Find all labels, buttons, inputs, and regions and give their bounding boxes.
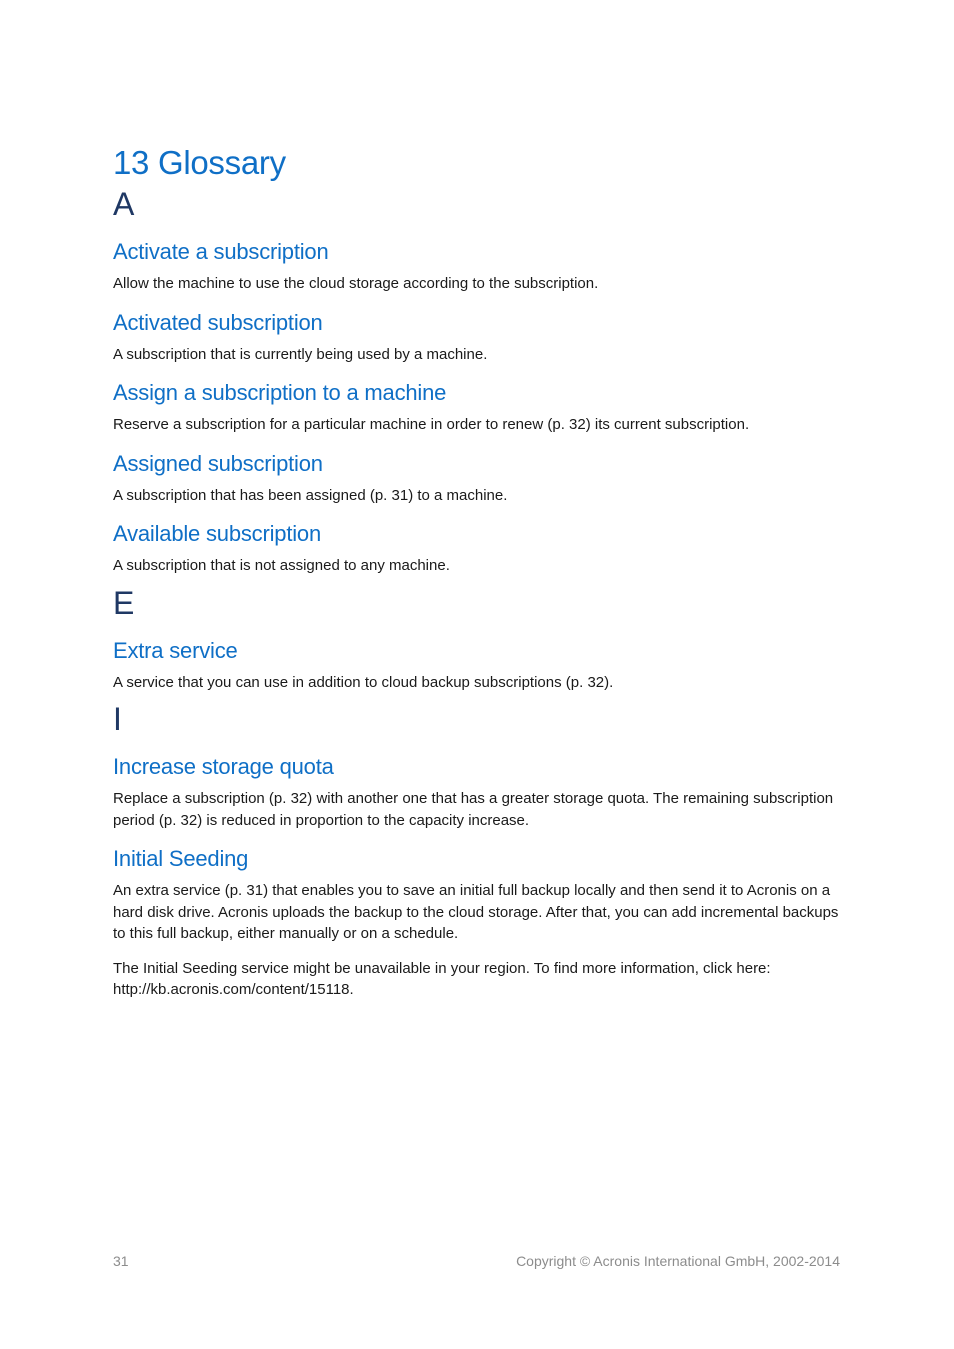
- glossary-section-i: [113, 699, 843, 1001]
- glossary-definition: A subscription that is currently being used by a machine.: [113, 345, 488, 363]
- glossary-entry: [113, 450, 843, 507]
- section-letter: E: [113, 584, 135, 621]
- glossary-term: Initial Seeding: [113, 846, 249, 871]
- section-letter: A: [113, 186, 135, 222]
- glossary-definition: A subscription that is not assigned to any machine.: [113, 557, 450, 574]
- glossary-definition: A subscription that has been assigned (p. 31) to a machine.: [113, 486, 508, 504]
- glossary-definition: An extra service (p. 31) that enables you to save an initial full backup locally and then send it to Acronis on a hard disk drive. Acronis uploads the backup to the cloud storage. After that, you can add incremental backups to this full backup, either manually or on a schedule.: [113, 882, 839, 942]
- glossary-term: Activate a subscription: [113, 239, 329, 264]
- glossary-entry: [113, 238, 843, 295]
- page-number: 31: [113, 1253, 129, 1269]
- section-letter: I: [113, 701, 122, 737]
- copyright-notice: Copyright © Acronis International GmbH, 2002-2014: [516, 1253, 840, 1269]
- glossary-term: Extra service: [113, 637, 238, 663]
- glossary-entry: [113, 309, 843, 366]
- glossary-entry: [113, 753, 843, 831]
- glossary-definition: Allow the machine to use the cloud storage according to the subscription.: [113, 275, 599, 292]
- glossary-section-a: [113, 184, 843, 577]
- glossary-definition: The Initial Seeding service might be unavailable in your region. To find more information, click here: http://kb.acronis.com/content/15118.: [113, 959, 771, 998]
- glossary-entry: [113, 379, 843, 436]
- glossary-definition: Replace a subscription (p. 32) with another one that has a greater storage quota. The remaining subscription period (p. 32) is reduced in proportion to the capacity increase.: [113, 790, 834, 829]
- glossary-definition: A service that you can use in addition to cloud backup subscriptions (p. 32).: [113, 673, 614, 691]
- glossary-term: Assign a subscription to a machine: [113, 380, 447, 405]
- chapter-title: 13 Glossary: [113, 144, 286, 181]
- glossary-entry: [113, 520, 843, 577]
- glossary-term: Activated subscription: [113, 309, 323, 335]
- glossary-section-e: [113, 583, 843, 694]
- glossary-content: [113, 142, 843, 1001]
- glossary-entry: [113, 845, 843, 1001]
- glossary-term: Increase storage quota: [113, 754, 334, 779]
- glossary-term: Assigned subscription: [113, 450, 323, 476]
- glossary-term: Available subscription: [113, 521, 321, 546]
- glossary-definition: Reserve a subscription for a particular machine in order to renew (p. 32) its current subscription.: [113, 416, 750, 433]
- glossary-entry: [113, 637, 843, 694]
